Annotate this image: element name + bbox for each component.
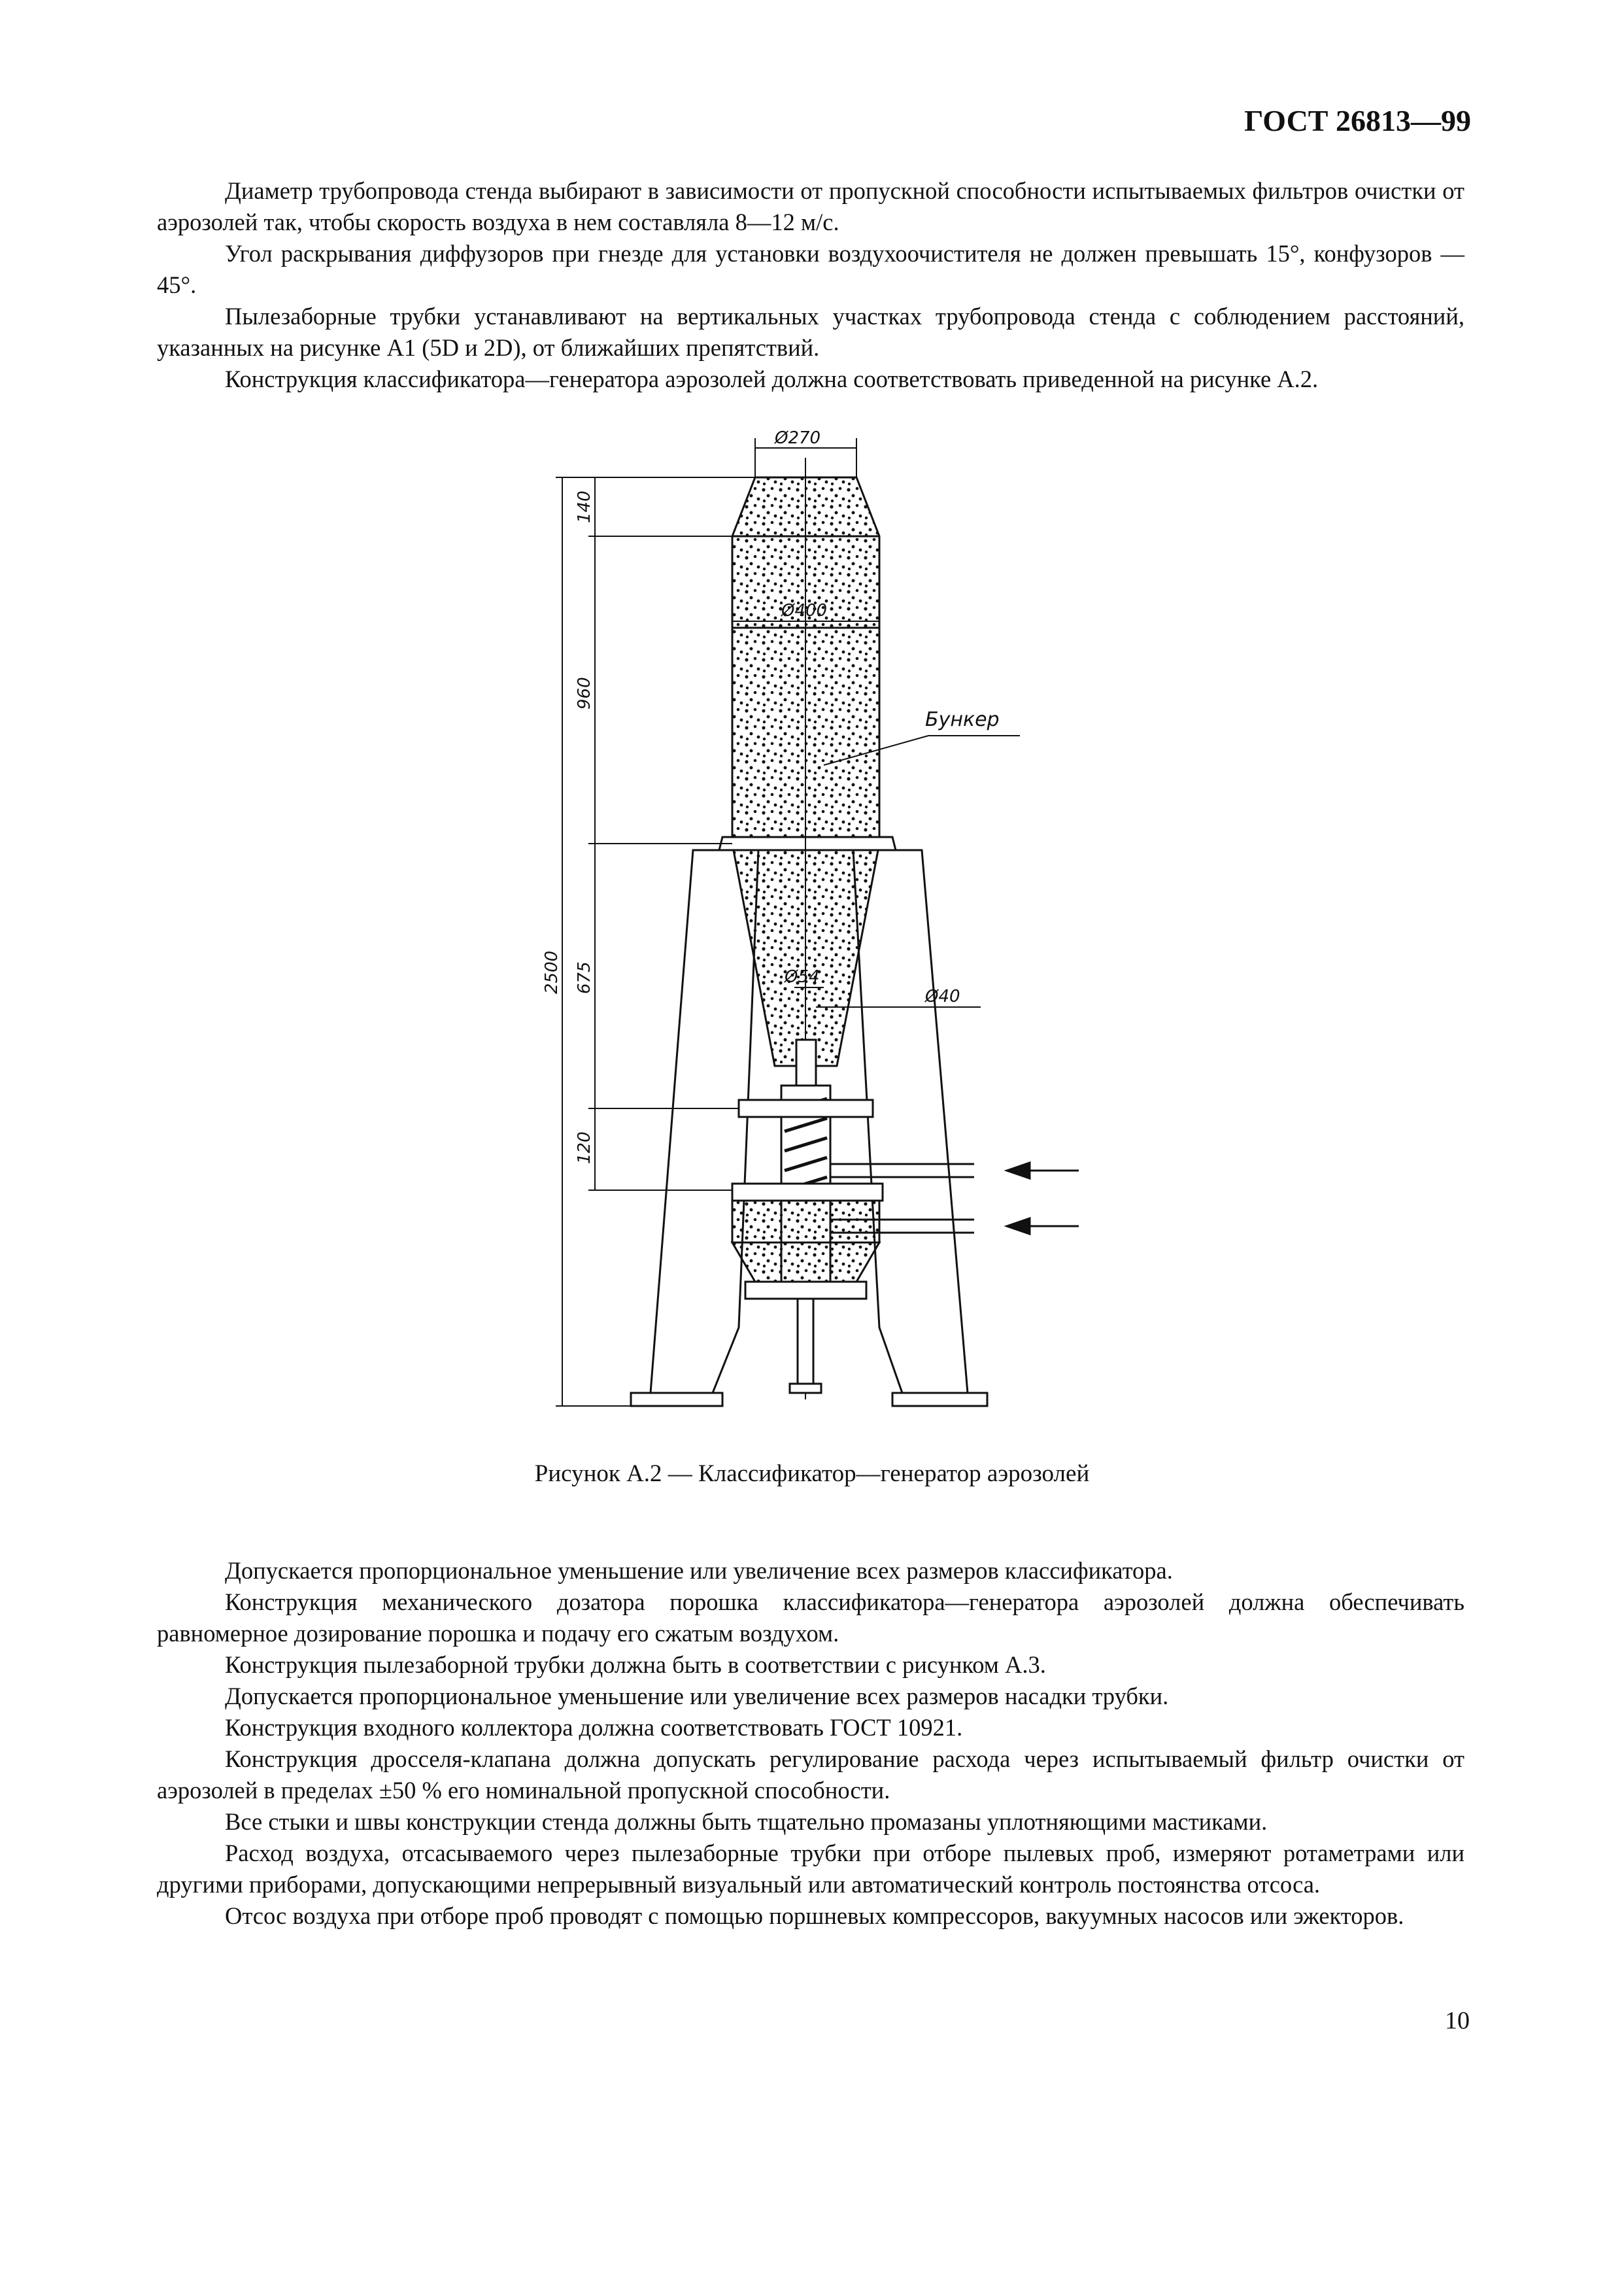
classifier-generator-drawing	[523, 419, 1177, 1426]
paragraph: Конструкция входного коллектора должна соответствовать ГОСТ 10921.	[225, 1714, 963, 1741]
dim-body-height: 960	[575, 677, 594, 710]
paragraph: Допускается пропорциональное уменьшение или увеличение всех размеров классификатора.	[225, 1557, 1173, 1584]
dim-body-diameter: Ø400	[781, 601, 828, 621]
paragraph: Конструкция пылезаборной трубки должна быть в соответствии с рисунком А.3.	[225, 1651, 1046, 1678]
dim-cone-bottom-height: 675	[575, 961, 594, 994]
paragraph: Конструкция дросселя-клапана должна допускать регулирование расхода через испытываемый фильтр очистки от аэрозолей в пределах ±50 % его номинальной пропускной способности.	[157, 1745, 1464, 1804]
paragraph: Расход воздуха, отсасываемого через пылезаборные трубки при отборе пылевых проб, измеряют ротаметрами или другими приборами, допускающими непрерывный визуальный или автоматический контроль постоянства отсоса.	[157, 1840, 1464, 1898]
paragraph: Допускается пропорциональное уменьшение или увеличение всех размеров насадки трубки.	[225, 1683, 1169, 1709]
figure-caption: Рисунок А.2 — Классификатор—генератор аэрозолей	[534, 1460, 1090, 1487]
hopper-label: Бункер	[925, 708, 1000, 731]
dim-dispenser-height: 120	[575, 1131, 594, 1164]
left-leg	[651, 850, 758, 1393]
paragraph: Угол раскрывания диффузоров при гнезде для установки воздухоочистителя не должен превышать 15°, конфузоров — 45°.	[157, 240, 1464, 298]
paragraph: Конструкция механического дозатора порошка классификатора—генератора аэрозолей должна обеспечивать равномерное дозирование порошка и подачу его сжатым воздухом.	[157, 1588, 1464, 1647]
dim-pipe-diameter: Ø40	[925, 987, 960, 1006]
standard-designation: ГОСТ 26813—99	[1244, 104, 1471, 137]
dim-top-diameter: Ø270	[775, 428, 821, 448]
paragraph: Конструкция классификатора—генератора аэрозолей должна соответствовать приведенной на рисунке А.2.	[225, 366, 1319, 392]
right-leg	[853, 850, 968, 1393]
paragraph: Диаметр трубопровода стенда выбирают в зависимости от пропускной способности испытываемых фильтров очистки от аэрозолей так, чтобы скорость воздуха в нем составляла 8—12 м/с.	[157, 177, 1464, 235]
lower-chamber	[732, 1201, 879, 1242]
text-block-bottom	[157, 1555, 1464, 1932]
dim-nozzle-diameter: Ø54	[785, 967, 820, 987]
text-block-top	[157, 175, 1464, 395]
dim-cone-top-height: 140	[575, 490, 594, 523]
paragraph: Пылезаборные трубки устанавливают на вертикальных участках трубопровода стенда с соблюдением расстояний, указанных на рисунке А1 (5D и 2D), от ближайших препятствий.	[157, 303, 1464, 361]
paragraph: Отсос воздуха при отборе проб проводят с помощью поршневых компрессоров, вакуумных насосов или эжекторов.	[225, 1902, 1404, 1929]
page-number: 10	[1445, 2007, 1470, 2034]
paragraph: Все стыки и швы конструкции стенда должны быть тщательно промазаны уплотняющими мастиками.	[225, 1808, 1268, 1835]
dim-overall-height: 2500	[542, 950, 562, 994]
